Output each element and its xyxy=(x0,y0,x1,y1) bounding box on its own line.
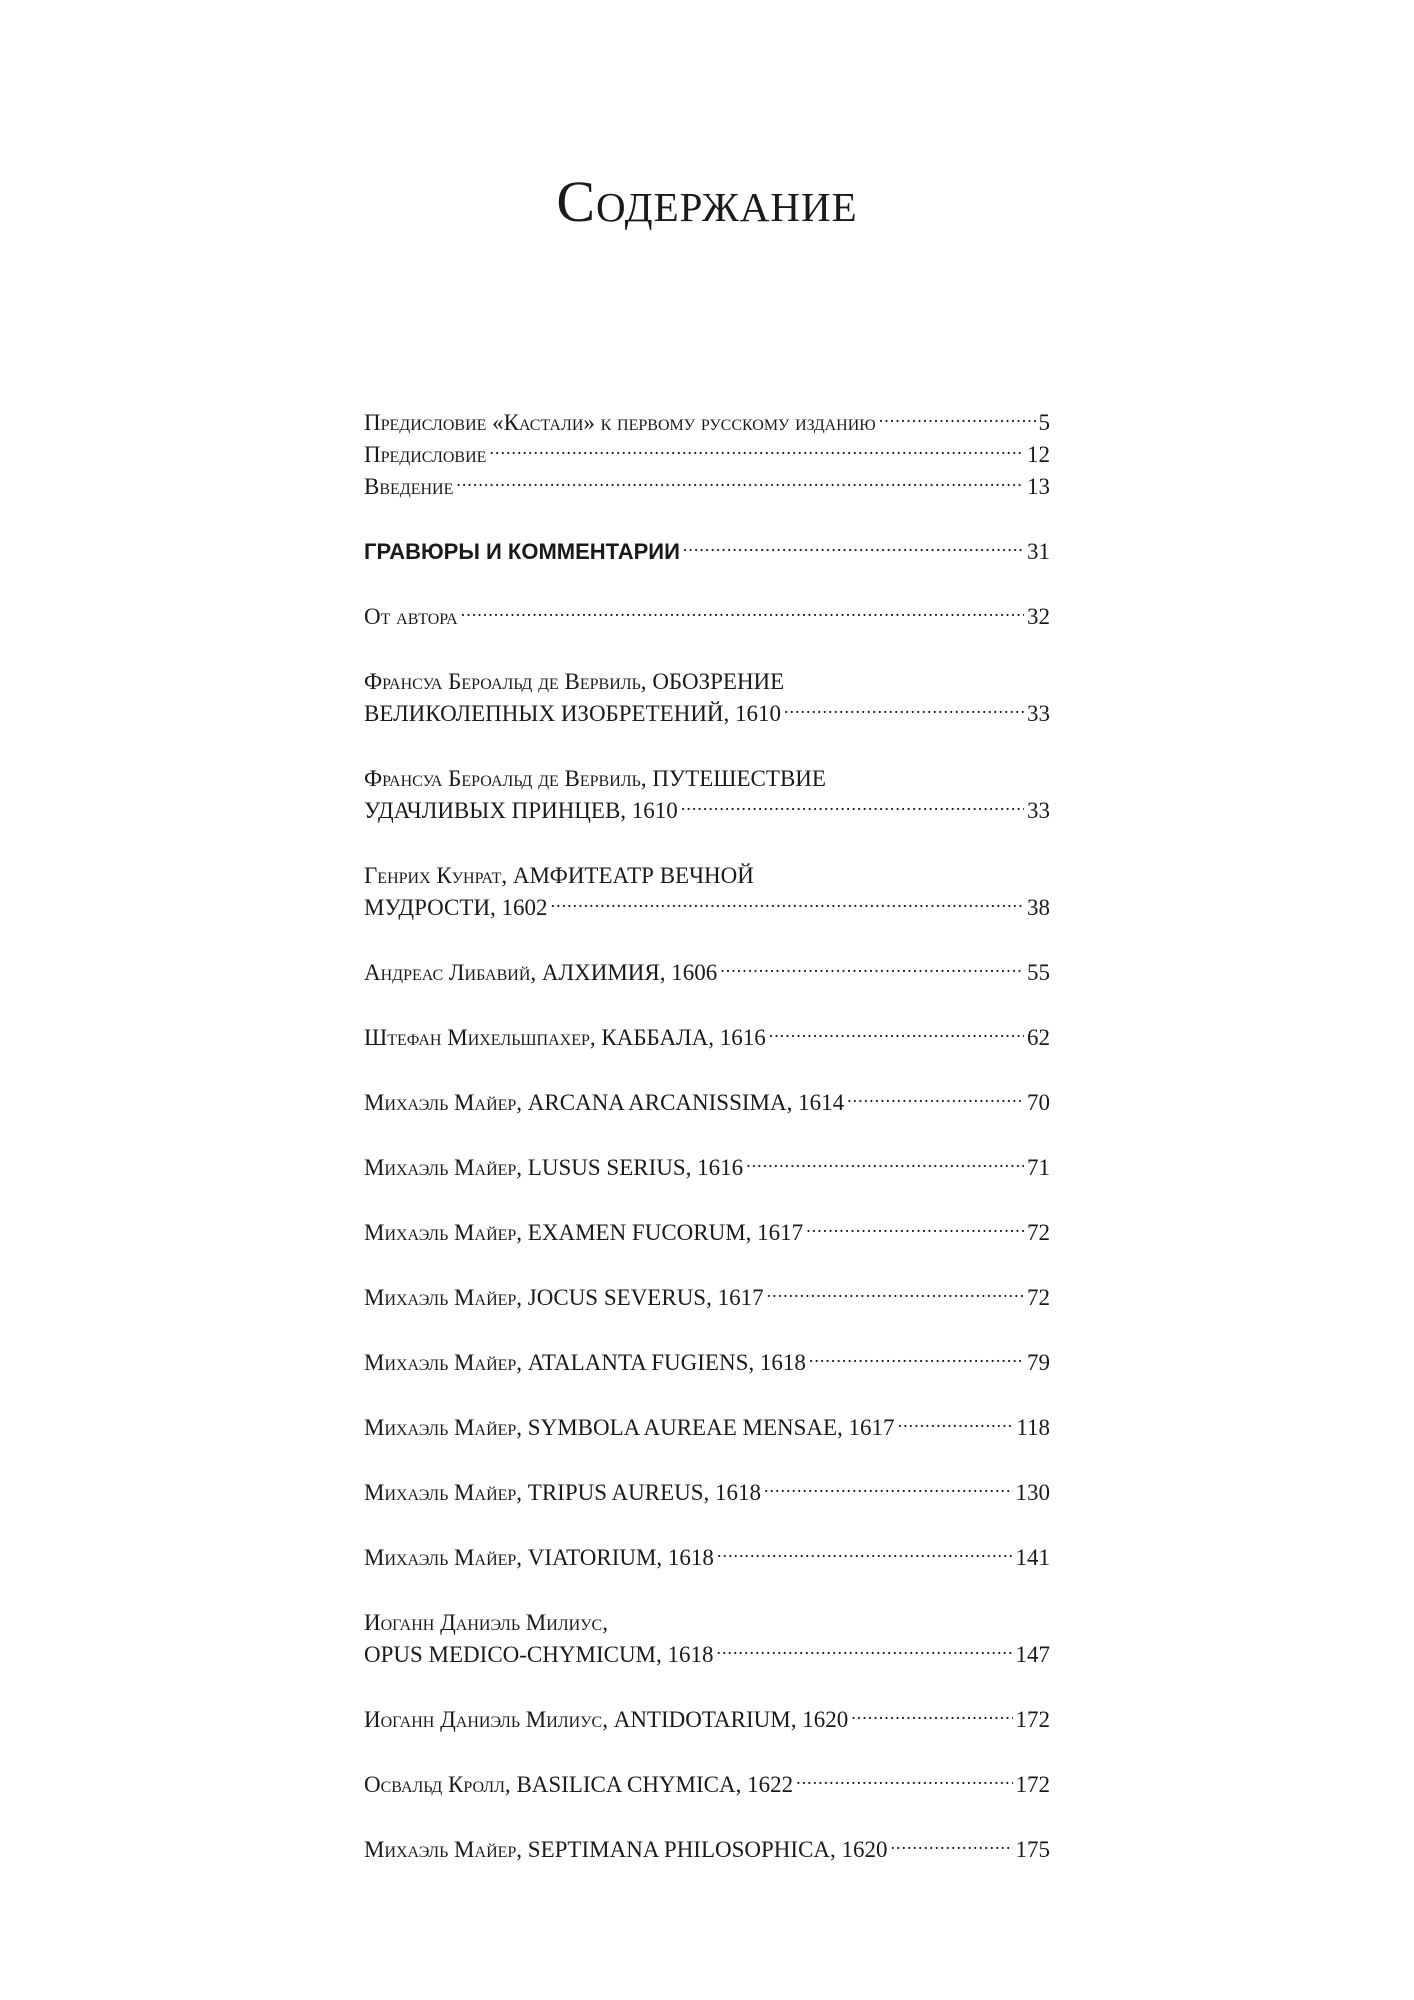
toc-page-number: 38 xyxy=(1027,895,1050,920)
toc-entry[interactable] xyxy=(364,763,1050,827)
toc-page-number: 12 xyxy=(1027,442,1050,467)
toc-page-number: 172 xyxy=(1015,1707,1050,1732)
dot-leader xyxy=(879,407,1036,430)
toc-author: Предисловие «Кастали» к первому русскому изданию xyxy=(364,410,876,435)
toc-author: Предисловие xyxy=(364,442,487,467)
toc-line xyxy=(364,666,1050,698)
dot-leader xyxy=(717,1639,1013,1662)
toc-work-title: EXAMEN FUCORUM, 1617 xyxy=(527,1220,804,1245)
dot-leader xyxy=(746,1152,1024,1175)
toc-author: Франсуа Бероальд де Вервиль, xyxy=(364,669,647,694)
toc-work-title: VIATORIUM, 1618 xyxy=(527,1545,714,1570)
toc-work-title: ВЕЛИКОЛЕПНЫХ ИЗОБРЕТЕНИЙ, 1610 xyxy=(364,701,782,726)
toc-page-number: 141 xyxy=(1015,1545,1050,1570)
toc-line xyxy=(364,1769,1050,1801)
dot-leader xyxy=(683,536,1024,559)
dot-leader xyxy=(898,1412,1014,1435)
table-of-contents xyxy=(364,407,1050,1899)
toc-author: Михаэль Майер, xyxy=(364,1545,523,1570)
toc-line xyxy=(364,1347,1050,1379)
toc-entry[interactable] xyxy=(364,1412,1050,1444)
toc-page-number: 172 xyxy=(1015,1772,1050,1797)
toc-entry[interactable] xyxy=(364,536,1050,568)
toc-entry[interactable] xyxy=(364,1087,1050,1119)
dot-leader xyxy=(769,1022,1024,1045)
dot-leader xyxy=(809,1347,1024,1370)
toc-page-number: 62 xyxy=(1027,1025,1050,1050)
toc-line xyxy=(364,1217,1050,1249)
toc-page-number: 118 xyxy=(1016,1415,1050,1440)
toc-line xyxy=(364,892,1050,924)
dot-leader xyxy=(784,698,1024,721)
toc-work-title: ОБОЗРЕНИЕ xyxy=(652,669,785,694)
toc-entry[interactable] xyxy=(364,1704,1050,1736)
toc-line xyxy=(364,1704,1050,1736)
toc-work-title: TRIPUS AUREUS, 1618 xyxy=(527,1480,762,1505)
dot-leader xyxy=(847,1087,1024,1110)
toc-line xyxy=(364,439,1050,471)
toc-work-title: BASILICA CHYMICA, 1622 xyxy=(516,1772,794,1797)
toc-page-number: 33 xyxy=(1027,701,1050,726)
toc-author: Генрих Кунрат, xyxy=(364,863,508,888)
toc-author: Михаэль Майер, xyxy=(364,1090,523,1115)
toc-work-title: АЛХИМИЯ, 1606 xyxy=(541,960,718,985)
toc-line xyxy=(364,1022,1050,1054)
toc-page-number: 5 xyxy=(1038,410,1050,435)
toc-line xyxy=(364,698,1050,730)
toc-line xyxy=(364,957,1050,989)
toc-entry[interactable] xyxy=(364,1834,1050,1866)
toc-author: Франсуа Бероальд де Вервиль, xyxy=(364,766,647,791)
toc-work-title: SYMBOLA AUREAE MENSAE, 1617 xyxy=(527,1415,895,1440)
toc-work-title: LUSUS SERIUS, 1616 xyxy=(527,1155,744,1180)
toc-work-title: SEPTIMANA PHILOSOPHICA, 1620 xyxy=(527,1837,888,1862)
toc-author: Михаэль Майер, xyxy=(364,1837,523,1862)
toc-page-number: 33 xyxy=(1027,798,1050,823)
toc-entry[interactable] xyxy=(364,601,1050,633)
toc-line xyxy=(364,1834,1050,1866)
toc-line xyxy=(364,1477,1050,1509)
dot-leader xyxy=(461,601,1024,624)
dot-leader xyxy=(456,471,1024,494)
toc-entry[interactable] xyxy=(364,471,1050,503)
toc-page-number: 55 xyxy=(1027,960,1050,985)
toc-line xyxy=(364,1282,1050,1314)
toc-entry[interactable] xyxy=(364,407,1050,439)
toc-entry[interactable] xyxy=(364,860,1050,924)
dot-leader xyxy=(717,1542,1013,1565)
toc-page-number: 70 xyxy=(1027,1090,1050,1115)
toc-work-title: OPUS MEDICO-CHYMICUM, 1618 xyxy=(364,1642,714,1667)
toc-entry[interactable] xyxy=(364,666,1050,730)
toc-page-number: 13 xyxy=(1027,474,1050,499)
toc-page-number: 130 xyxy=(1015,1480,1050,1505)
toc-page-number: 175 xyxy=(1015,1837,1050,1862)
toc-author: Иоганн Даниэль Милиус, xyxy=(364,1707,608,1732)
toc-entry[interactable] xyxy=(364,957,1050,989)
toc-line xyxy=(364,1087,1050,1119)
dot-leader xyxy=(806,1217,1024,1240)
toc-page-number: 31 xyxy=(1027,539,1050,564)
toc-author: Михаэль Майер, xyxy=(364,1350,523,1375)
toc-author: Иоганн Даниэль Милиус, xyxy=(364,1610,608,1635)
toc-author: От автора xyxy=(364,604,458,629)
toc-work-title: ARCANA ARCANISSIMA, 1614 xyxy=(527,1090,845,1115)
toc-line xyxy=(364,407,1050,439)
toc-entry[interactable] xyxy=(364,1542,1050,1574)
toc-page-number: 72 xyxy=(1027,1220,1050,1245)
toc-line xyxy=(364,1542,1050,1574)
dot-leader xyxy=(767,1282,1024,1305)
toc-line xyxy=(364,471,1050,503)
toc-line xyxy=(364,1412,1050,1444)
dot-leader xyxy=(891,1834,1013,1857)
page-title: Содержание xyxy=(556,169,858,234)
toc-page-number: 147 xyxy=(1015,1642,1050,1667)
dot-leader xyxy=(720,957,1024,980)
toc-author: Андреас Либавий, xyxy=(364,960,537,985)
toc-author: Михаэль Майер, xyxy=(364,1285,523,1310)
toc-work-title: КАББАЛА, 1616 xyxy=(601,1025,766,1050)
toc-line xyxy=(364,536,1050,568)
toc-work-title: УДАЧЛИВЫХ ПРИНЦЕВ, 1610 xyxy=(364,798,678,823)
toc-entry[interactable] xyxy=(364,1769,1050,1801)
toc-line xyxy=(364,860,1050,892)
toc-line xyxy=(364,1639,1050,1671)
toc-entry[interactable] xyxy=(364,1022,1050,1054)
toc-author: Михаэль Майер, xyxy=(364,1155,523,1180)
toc-entry[interactable] xyxy=(364,439,1050,471)
toc-line xyxy=(364,601,1050,633)
toc-work-title: АМФИТЕАТР ВЕЧНОЙ xyxy=(512,863,754,888)
toc-entry[interactable] xyxy=(364,1347,1050,1379)
toc-entry[interactable] xyxy=(364,1217,1050,1249)
toc-author: Михаэль Майер, xyxy=(364,1415,523,1440)
toc-page-number: 32 xyxy=(1027,604,1050,629)
toc-page-number: 72 xyxy=(1027,1285,1050,1310)
toc-work-title: МУДРОСТИ, 1602 xyxy=(364,895,548,920)
toc-work-title: ПУТЕШЕСТВИЕ xyxy=(652,766,826,791)
toc-work-title: ATALANTA FUGIENS, 1618 xyxy=(527,1350,806,1375)
toc-author: Штефан Михельшпахер, xyxy=(364,1025,596,1050)
toc-author: Михаэль Майер, xyxy=(364,1480,523,1505)
toc-line xyxy=(364,795,1050,827)
toc-entry[interactable] xyxy=(364,1477,1050,1509)
toc-author: Михаэль Майер, xyxy=(364,1220,523,1245)
toc-entry[interactable] xyxy=(364,1282,1050,1314)
toc-author: Введение xyxy=(364,474,454,499)
toc-author: Освальд Кролл, xyxy=(364,1772,511,1797)
toc-line xyxy=(364,1607,1050,1639)
toc-work-title: ANTIDOTARIUM, 1620 xyxy=(613,1707,849,1732)
dot-leader xyxy=(851,1704,1012,1727)
toc-page-number: 79 xyxy=(1027,1350,1050,1375)
dot-leader xyxy=(764,1477,1012,1500)
dot-leader xyxy=(681,795,1024,818)
toc-work-title: JOCUS SEVERUS, 1617 xyxy=(527,1285,764,1310)
dot-leader xyxy=(489,439,1024,462)
toc-entry[interactable] xyxy=(364,1607,1050,1671)
toc-line xyxy=(364,763,1050,795)
toc-line xyxy=(364,1152,1050,1184)
toc-entry[interactable] xyxy=(364,1152,1050,1184)
dot-leader xyxy=(796,1769,1012,1792)
section-heading: ГРАВЮРЫ И КОММЕНТАРИИ xyxy=(364,539,680,564)
toc-page-number: 71 xyxy=(1027,1155,1050,1180)
dot-leader xyxy=(551,892,1024,915)
